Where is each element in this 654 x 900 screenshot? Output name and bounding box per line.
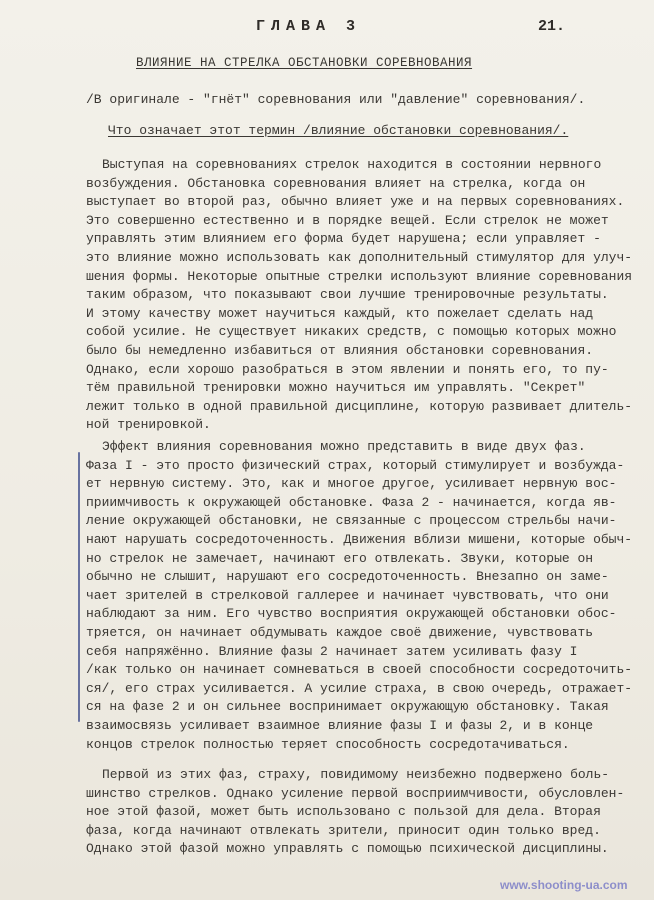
text-line: /как только он начинает сомневаться в своей способности сосредоточить-	[86, 662, 633, 678]
text-line: лежит только в одной правильной дисциплине, которую развивает длитель-	[86, 398, 633, 414]
site-watermark: www.shooting-ua.com	[500, 878, 628, 892]
section-subtitle: Что означает этот термин /влияние обстановки соревнования/.	[108, 123, 569, 138]
text-line: ление окружающей обстановки, не связанные с процессом стрельбы начи-	[86, 513, 617, 529]
text-line: Однако, если хорошо разобраться в этом явлении и понять его, то пу-	[86, 361, 609, 377]
text-line: собой усилие. Не существует никаких средств, с помощью которых можно	[86, 324, 617, 340]
text-line: тём правильной тренировки можно научиться им управлять. "Секрет"	[86, 380, 586, 396]
text-line: Эффект влияния соревнования можно представить в виде двух фаз.	[102, 439, 586, 454]
text-line: но стрелок не замечает, начинают его отвлекать. Звуки, которые он	[86, 550, 594, 566]
paragraph-1	[86, 156, 646, 435]
text-line: ет нервную систему. Это, как и многое другое, усиливает нервную вос-	[86, 476, 617, 492]
text-line: Однако этой фазой можно управлять с помощью психической дисциплины.	[86, 841, 609, 857]
text-line: чает зрителей в стрелковой галлерее и начинает чувствовать, что они	[86, 587, 609, 603]
text-line: фаза, когда начинают отвлекать зрители, приносит один только вред.	[86, 822, 601, 838]
text-line: Это совершенно естественно и в порядке вещей. Если стрелок не может	[86, 212, 609, 228]
text-line: тряется, он начинает обдумывать каждое своё движение, чувствовать	[86, 624, 594, 640]
text-line: Фаза I - это просто физический страх, который стимулирует и возбужда-	[86, 457, 625, 473]
text-line: выступает во второй раз, обычно влияет уже и на первых соревнованиях.	[86, 194, 625, 210]
paragraph-3	[86, 766, 646, 859]
text-line: И этому качеству может научиться каждый, кто пожелает сделать над	[86, 305, 594, 321]
margin-pen-line	[78, 452, 80, 722]
text-line: управлять этим влиянием его форма будет нарушена; если управляет -	[86, 231, 601, 247]
text-line: Первой из этих фаз, страху, повидимому неизбежно подвержено боль-	[102, 767, 610, 782]
section-title: ВЛИЯНИЕ НА СТРЕЛКА ОБСТАНОВКИ СОРЕВНОВАНИЯ	[136, 56, 473, 70]
text-line: приимчивость к окружающей обстановке. Фаза 2 - начинается, когда яв-	[86, 494, 617, 510]
text-line: шения формы. Некоторые опытные стрелки используют влияние соревнования	[86, 268, 633, 284]
text-line: это влияние можно использовать как дополнительный стимулятор для улуч-	[86, 249, 633, 265]
text-line: взаимосвязь усиливает взаимное влияние фазы I и фазы 2, и в конце	[86, 717, 594, 733]
text-line: было бы немедленно избавиться от влияния обстановки соревнования.	[86, 342, 594, 358]
text-line: ное этой фазой, может быть использовано с пользой для дела. Вторая	[86, 804, 601, 820]
text-line: нают нарушать сосредоточенность. Движения вблизи мишени, которые обыч-	[86, 531, 633, 547]
paragraph-2	[86, 438, 646, 754]
text-line: обычно не слышит, нарушают его сосредоточенность. Внезапно он заме-	[86, 569, 609, 585]
page-number: 21.	[538, 18, 566, 35]
chapter-heading: ГЛАВА 3	[256, 18, 362, 35]
text-line: ной тренировкой.	[86, 417, 211, 433]
text-line: шинство стрелков. Однако усиление первой восприимчивости, обусловлен-	[86, 785, 625, 801]
text-line: возбуждения. Обстановка соревнования влияет на стрелка, когда он	[86, 175, 586, 191]
text-line: таким образом, что показывают свои лучшие тренировочные результаты.	[86, 287, 609, 303]
text-line: ся/, его страх усиливается. А усилие страха, в свою очередь, отражает-	[86, 680, 633, 696]
translator-note: /В оригинале - "гнёт" соревнования или "давление" соревнования/.	[86, 92, 586, 107]
text-line: Выступая на соревнованиях стрелок находится в состоянии нервного	[102, 157, 602, 172]
text-line: себя напряжённо. Влияние фазы 2 начинает затем усиливать фазу I	[86, 643, 578, 659]
text-line: наблюдают за ним. Его чувство восприятия окружающей обстановки обос-	[86, 606, 617, 622]
text-line: концов стрелок полностью теряет способность сосредотачиваться.	[86, 736, 570, 752]
text-line: ся на фазе 2 и он сильнее воспринимает окружающую обстановку. Такая	[86, 699, 609, 715]
